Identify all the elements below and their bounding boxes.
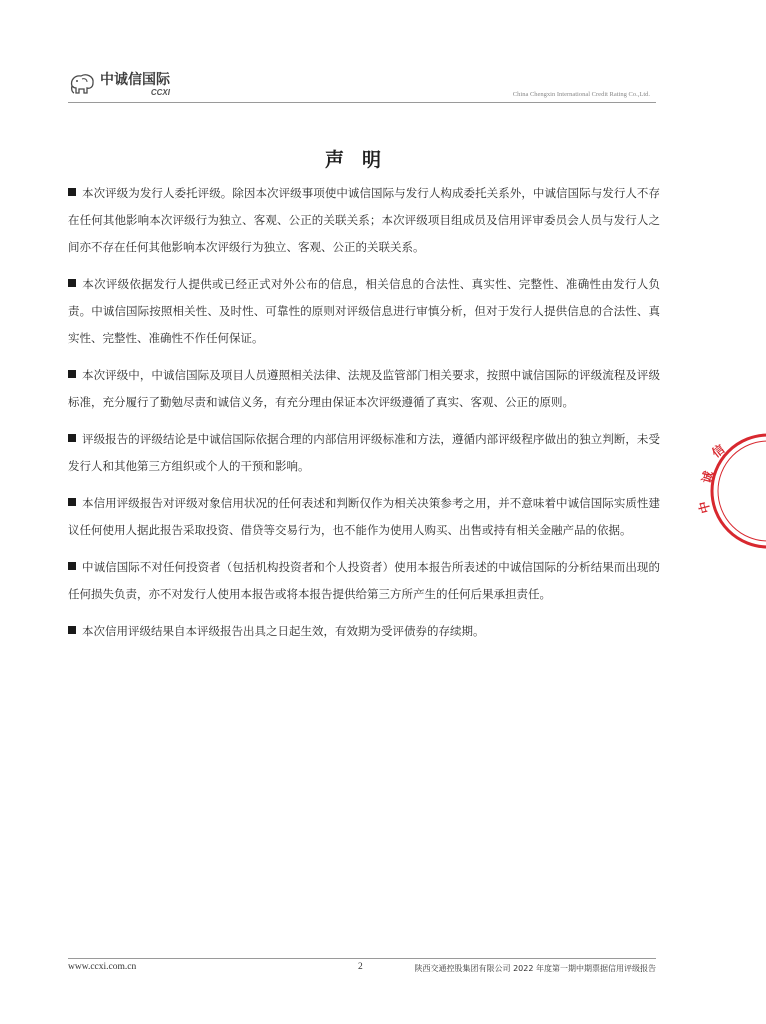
square-bullet-icon xyxy=(68,434,76,442)
statement-text: 中诚信国际不对任何投资者（包括机构投资者和个人投资者）使用本报告所表述的中诚信国际的分析结果而出现的任何损失负责，亦不对发行人使用本报告或将本报告提供给第三方所产生的任何后果承担责任。 xyxy=(68,560,660,601)
statement-item xyxy=(68,426,660,480)
statement-item xyxy=(68,490,660,544)
elephant-logo-icon xyxy=(68,72,98,96)
statement-text: 本次评级为发行人委托评级。除因本次评级事项使中诚信国际与发行人构成委托关系外，中诚信国际与发行人不存在任何其他影响本次评级行为独立、客观、公正的关联关系；本次评级项目组成员及信用评审委员会人员与发行人之间亦不存在任何其他影响本次评级行为独立、客观、公正的关联关系。 xyxy=(68,186,660,254)
footer-divider xyxy=(68,958,656,959)
statement-item xyxy=(68,271,660,352)
square-bullet-icon xyxy=(68,279,76,287)
company-seal-stamp xyxy=(696,426,766,556)
statement-list xyxy=(68,180,660,655)
statement-text: 本次评级依据发行人提供或已经正式对外公布的信息，相关信息的合法性、真实性、完整性、准确性由发行人负责。中诚信国际按照相关性、及时性、可靠性的原则对评级信息进行审慎分析，但对于发行人提供信息的合法性、真实性、完整性、准确性不作任何保证。 xyxy=(68,277,660,345)
logo-english-name: CCXI xyxy=(150,88,170,97)
svg-text:诚: 诚 xyxy=(699,469,717,485)
statement-text: 本次评级中，中诚信国际及项目人员遵照相关法律、法规及监管部门相关要求，按照中诚信国际的评级流程及评级标准，充分履行了勤勉尽责和诚信义务，有充分理由保证本次评级遵循了真实、客观、公正的原则。 xyxy=(68,368,660,409)
statement-item xyxy=(68,180,660,261)
ccxi-logo xyxy=(68,72,170,97)
statement-item xyxy=(68,618,660,645)
company-english-name: China Chengxin International Credit Rating Co.,Ltd. xyxy=(512,91,650,98)
square-bullet-icon xyxy=(68,370,76,378)
square-bullet-icon xyxy=(68,498,76,506)
footer-report-title: 陕西交通控股集团有限公司 2022 年度第一期中期票据信用评级报告 xyxy=(414,964,656,973)
page-number: 2 xyxy=(358,962,363,972)
square-bullet-icon xyxy=(68,188,76,196)
svg-text:信: 信 xyxy=(709,441,728,461)
square-bullet-icon xyxy=(68,626,76,634)
footer-website-link[interactable]: www.ccxi.com.cn xyxy=(68,962,137,972)
statement-item xyxy=(68,554,660,608)
logo-chinese-name: 中诚信国际 xyxy=(100,72,170,88)
header-divider xyxy=(68,102,656,103)
page-title: 声明 xyxy=(324,149,399,171)
statement-text: 本信用评级报告对评级对象信用状况的任何表述和判断仅作为相关决策参考之用，并不意味着中诚信国际实质性建议任何使用人据此报告采取投资、借贷等交易行为，也不能作为使用人购买、出售或持有相关金融产品的依据。 xyxy=(68,496,660,537)
statement-text: 评级报告的评级结论是中诚信国际依据合理的内部信用评级标准和方法，遵循内部评级程序做出的独立判断，未受发行人和其他第三方组织或个人的干预和影响。 xyxy=(68,432,660,473)
statement-item xyxy=(68,362,660,416)
svg-text:中: 中 xyxy=(696,499,713,515)
square-bullet-icon xyxy=(68,562,76,570)
page-header xyxy=(68,72,656,102)
statement-text: 本次信用评级结果自本评级报告出具之日起生效，有效期为受评债券的存续期。 xyxy=(82,624,485,638)
